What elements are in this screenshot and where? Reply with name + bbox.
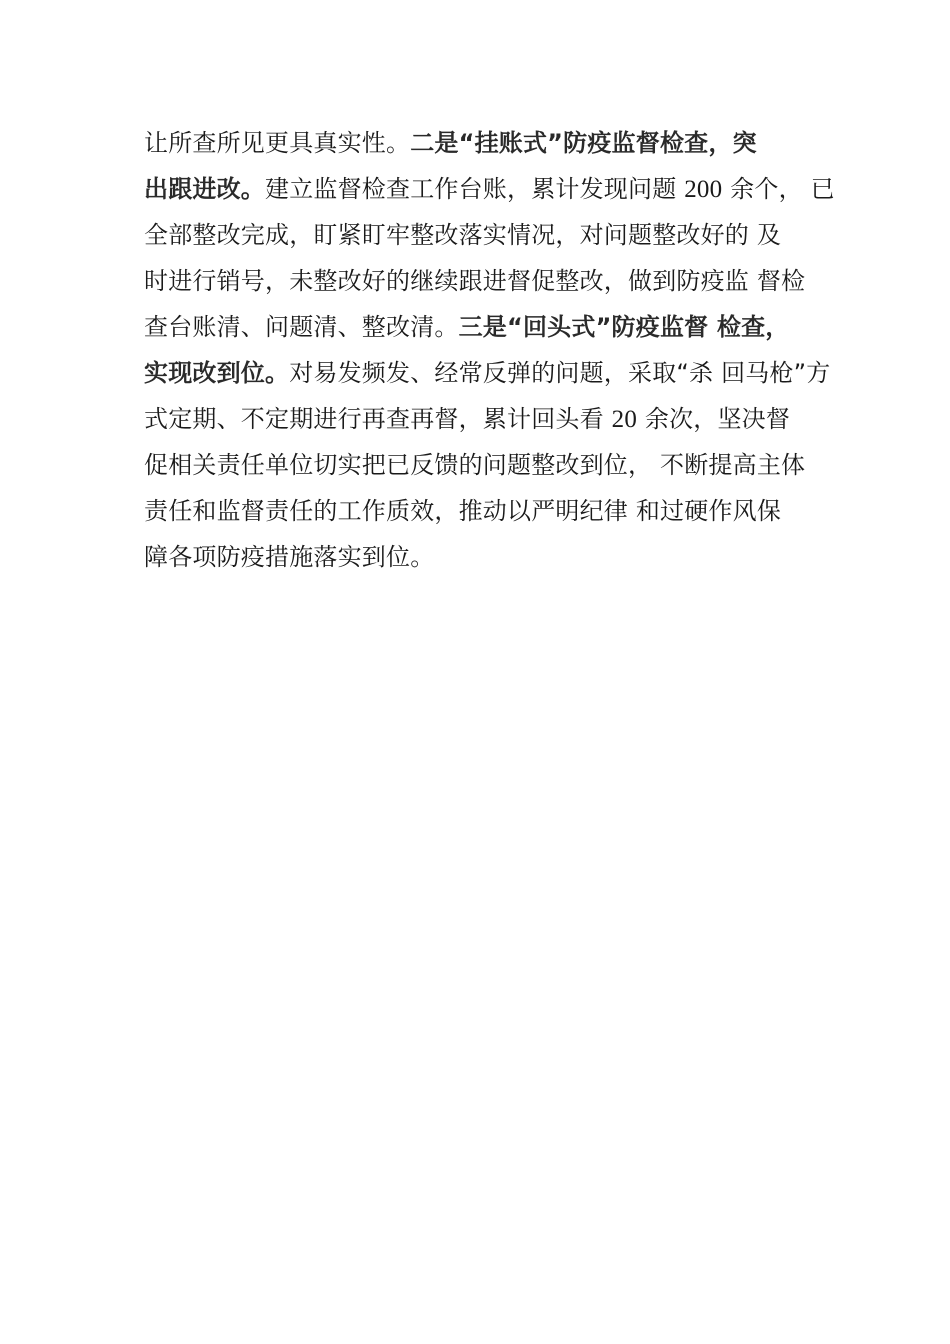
bold-text-run: 三是“回头式”防疫监督 检查， — [458, 313, 790, 341]
text-line — [144, 212, 834, 258]
text-line — [144, 350, 834, 396]
body-paragraph — [144, 120, 834, 580]
text-run: 建立监督检查工作台账，累计发现问题 — [265, 175, 685, 203]
text-line — [144, 304, 834, 350]
text-line — [144, 166, 834, 212]
text-run: 余次，坚决督 — [637, 405, 791, 433]
text-run: 式定期、不定期进行再查再督，累计回头看 — [144, 405, 612, 433]
text-run: 对易发频发、经常反弹的问题，采取“杀 回马枪”方 — [289, 359, 831, 387]
text-line — [144, 396, 834, 442]
text-line — [144, 488, 834, 534]
text-run: 200 — [684, 176, 723, 203]
text-run: 让所查所见更具真实性。 — [144, 129, 411, 157]
text-line — [144, 120, 834, 166]
text-line — [144, 534, 834, 580]
text-run: 全部整改完成，盯紧盯牢整改落实情况，对问题整改好的 及 — [144, 221, 782, 249]
text-run: 20 — [611, 406, 638, 433]
text-line — [144, 258, 834, 304]
bold-text-run: 二是“挂账式”防疫监督检查，突 — [410, 129, 757, 157]
text-run: 障各项防疫措施落实到位。 — [144, 543, 435, 571]
bold-text-run: 实现改到位。 — [144, 359, 290, 387]
text-run: 余个， 已 — [722, 175, 835, 203]
bold-text-run: 出跟进改。 — [144, 175, 265, 203]
text-run: 促相关责任单位切实把已反馈的问题整改到位， 不断提高主体 — [144, 451, 806, 479]
text-run: 查台账清、问题清、整改清。 — [144, 313, 459, 341]
text-line — [144, 442, 834, 488]
text-run: 责任和监督责任的工作质效，推动以严明纪律 和过硬作风保 — [144, 497, 782, 525]
text-run: 时进行销号，未整改好的继续跟进督促整改，做到防疫监 督检 — [144, 267, 806, 295]
